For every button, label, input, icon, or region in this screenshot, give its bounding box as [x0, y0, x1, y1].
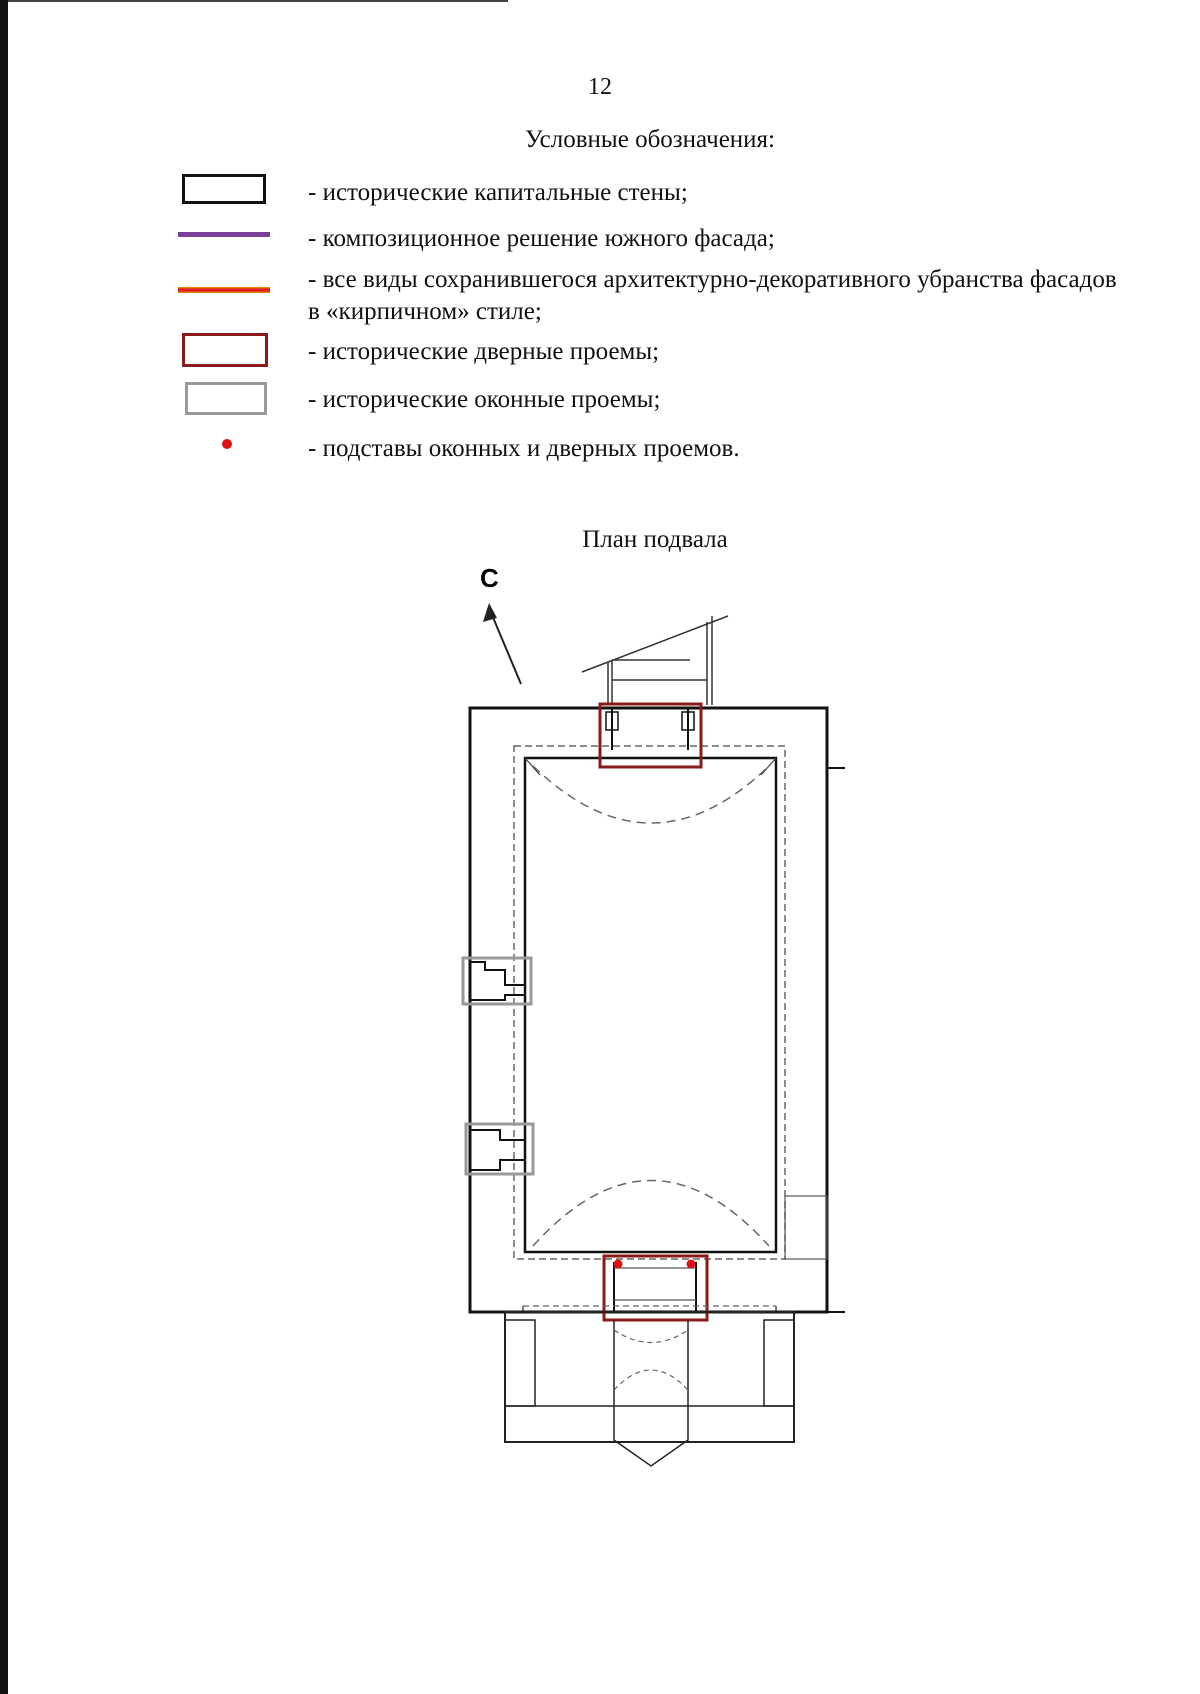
- support-dot-2: [687, 1260, 696, 1269]
- support-dot-1: [614, 1260, 623, 1269]
- page-number: 12: [588, 74, 612, 100]
- diagram-title: План подвала: [582, 526, 728, 553]
- outer-wall: [470, 708, 827, 1312]
- legend-text-walls: - исторические капитальные стены;: [308, 179, 688, 206]
- north-arrow-icon: [483, 603, 521, 684]
- west-window-opening-2: [466, 1124, 533, 1174]
- legend-title: Условные обозначения:: [524, 126, 776, 153]
- south-door-opening: [604, 1256, 707, 1320]
- vault-arc-north: [533, 766, 769, 823]
- south-porch: [505, 1306, 794, 1466]
- legend-text-supports: - подставы оконных и дверных проемов.: [308, 435, 740, 462]
- north-annex: [582, 616, 728, 705]
- east-closet: [785, 1196, 827, 1259]
- legend-text-decoration: - все виды сохранившегося архитектурно-декоративного убранства фасадов в «кирпичном» стиле;: [308, 266, 1117, 325]
- legend-text-doors: - исторические дверные проемы;: [308, 338, 660, 365]
- legend-text-windows: - исторические оконные проемы;: [308, 386, 661, 413]
- north-label: С: [480, 563, 499, 593]
- dashed-outline: [514, 746, 785, 1259]
- west-window-opening-1: [463, 958, 531, 1004]
- legend-text-south-facade: - композиционное решение южного фасада;: [308, 225, 775, 252]
- inner-room-wall: [525, 758, 776, 1252]
- vault-arc-south: [533, 1181, 769, 1247]
